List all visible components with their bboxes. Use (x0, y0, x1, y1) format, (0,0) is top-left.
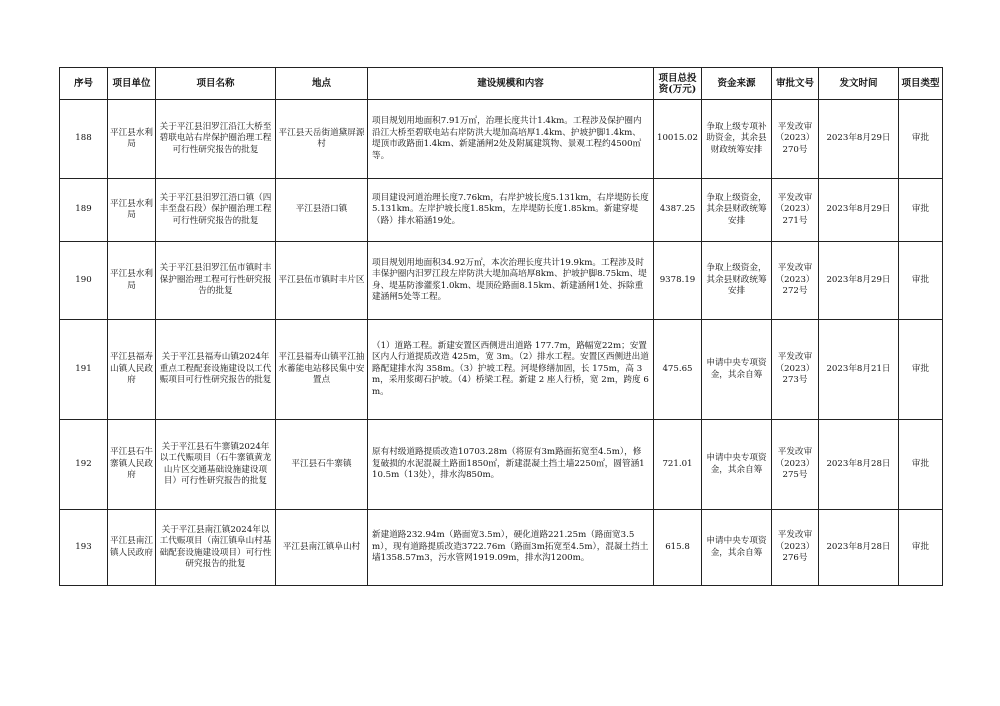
cell-location: 平江县福寿山镇平江抽水蓄能电站移民集中安置点 (276, 320, 368, 420)
cell-no: 191 (60, 320, 108, 420)
cell-no: 190 (60, 242, 108, 320)
cell-no: 193 (60, 510, 108, 586)
cell-location: 平江县南江镇阜山村 (276, 510, 368, 586)
cell-approval: 平发改审（2023）271号 (772, 179, 819, 242)
cell-scope: 新建道路232.94m（路面宽3.5m），硬化道路221.25m（路面宽3.5m），现有道路提质改造3722.76m（路面3m拓宽至4.5m），混凝土挡土墙1358.57m3，污水管网1919.09m，排水沟1200m。 (368, 510, 654, 586)
cell-type: 审批 (899, 100, 943, 179)
cell-no: 189 (60, 179, 108, 242)
cell-unit: 平江县水利局 (108, 100, 156, 179)
cell-date: 2023年8月29日 (819, 179, 899, 242)
cell-type: 审批 (899, 420, 943, 510)
header-location: 地点 (276, 68, 368, 100)
cell-date: 2023年8月21日 (819, 320, 899, 420)
header-name: 项目名称 (156, 68, 276, 100)
cell-no: 188 (60, 100, 108, 179)
cell-name: 关于平江县福寿山镇2024年重点工程配套设施建设以工代赈项目可行性研究报告的批复 (156, 320, 276, 420)
cell-name: 关于平江县汨罗江浯口镇（四丰至盘石段）保护圈治理工程可行性研究报告的批复 (156, 179, 276, 242)
cell-type: 审批 (899, 179, 943, 242)
cell-funding: 申请中央专项资金，其余自筹 (702, 510, 772, 586)
cell-investment: 10015.02 (654, 100, 702, 179)
header-row (60, 68, 943, 100)
cell-location: 平江县石牛寨镇 (276, 420, 368, 510)
cell-approval: 平发改审（2023）273号 (772, 320, 819, 420)
cell-no: 192 (60, 420, 108, 510)
header-type: 项目类型 (899, 68, 943, 100)
cell-unit: 平江县福寿山镇人民政府 (108, 320, 156, 420)
cell-name: 关于平江县石牛寨镇2024年以工代赈项目（石牛寨镇黄龙山片区交通基础设施建设项目）可行性研究报告的批复 (156, 420, 276, 510)
table-row (60, 420, 943, 510)
header-investment: 项目总投资(万元) (654, 68, 702, 100)
cell-investment: 475.65 (654, 320, 702, 420)
cell-funding: 申请中央专项资金，其余自筹 (702, 320, 772, 420)
cell-investment: 9378.19 (654, 242, 702, 320)
cell-funding: 争取上级资金，其余县财政统筹安排 (702, 179, 772, 242)
cell-funding: 申请中央专项资金，其余自筹 (702, 420, 772, 510)
cell-type: 审批 (899, 320, 943, 420)
cell-date: 2023年8月28日 (819, 420, 899, 510)
cell-investment: 721.01 (654, 420, 702, 510)
cell-unit: 平江县石牛寨镇人民政府 (108, 420, 156, 510)
cell-scope: 项目规划用地面积7.91万㎡，治理长度共计1.4km。工程涉及保护圈内沿江大桥至碧联电站右岸防洪大堤加高培厚1.4km、护坡护脚1.4km、堤顶市政路面1.4km、新建涵闸2处及附属建筑物、景观工程约4500㎡等。 (368, 100, 654, 179)
cell-unit: 平江县南江镇人民政府 (108, 510, 156, 586)
cell-approval: 平发改审（2023）276号 (772, 510, 819, 586)
cell-investment: 4387.25 (654, 179, 702, 242)
cell-scope: 项目建设河道治理长度7.76km，右岸护坡长度5.131km，右岸堤防长度5.131km。左岸护坡长度1.85km，左岸堤防长度1.85km。新建穿堤（路）排水箱涵19处。 (368, 179, 654, 242)
cell-investment: 615.8 (654, 510, 702, 586)
table-row (60, 179, 943, 242)
cell-type: 审批 (899, 242, 943, 320)
cell-name: 关于平江县南江镇2024年以工代赈项目（南江镇阜山村基础配套设施建设项目）可行性研究报告的批复 (156, 510, 276, 586)
table-row (60, 320, 943, 420)
cell-type: 审批 (899, 510, 943, 586)
cell-location: 平江县伍市镇时丰片区 (276, 242, 368, 320)
cell-scope: 项目规划用地面积34.92万㎡，本次治理长度共计19.9km。工程涉及时丰保护圈内汨罗江段左岸防洪大堤加高培厚8km、护坡护脚8.75km、堤身、堤基防渗灌浆1.0km、堤顶砼路面8.15km、新建涵闸1处、拆除重建涵闸5处等工程。 (368, 242, 654, 320)
table-row (60, 510, 943, 586)
header-date: 发文时间 (819, 68, 899, 100)
cell-name: 关于平江县汨罗江沿江大桥至碧联电站右岸保护圈治理工程可行性研究报告的批复 (156, 100, 276, 179)
cell-approval: 平发改审（2023）270号 (772, 100, 819, 179)
cell-name: 关于平江县汨罗江伍市镇时丰保护圈治理工程可行性研究报告的批复 (156, 242, 276, 320)
cell-unit: 平江县水利局 (108, 242, 156, 320)
cell-date: 2023年8月29日 (819, 100, 899, 179)
cell-date: 2023年8月28日 (819, 510, 899, 586)
cell-location: 平江县天岳街道黛屏源村 (276, 100, 368, 179)
header-unit: 项目单位 (108, 68, 156, 100)
cell-location: 平江县浯口镇 (276, 179, 368, 242)
header-approval: 审批文号 (772, 68, 819, 100)
header-funding: 资金来源 (702, 68, 772, 100)
table-row (60, 100, 943, 179)
cell-date: 2023年8月29日 (819, 242, 899, 320)
cell-approval: 平发改审（2023）275号 (772, 420, 819, 510)
header-scope: 建设规模和内容 (368, 68, 654, 100)
cell-scope: （1）道路工程。新建安置区西侧进出道路 177.7m，路幅宽22m；安置区内人行道提质改造 425m，宽 3m。（2）排水工程。安置区西侧进出道路配建排水沟 358m。（3）护坡工程。河堤修缮加固，长 175m，高 3m，采用浆砌石护坡。（4）桥梁工程。新建 2 座人行桥，宽 2m，跨度 6m。 (368, 320, 654, 420)
header-no: 序号 (60, 68, 108, 100)
cell-scope: 原有村级道路提质改造10703.28m（将原有3m路面拓宽至4.5m），修复破损的水泥混凝土路面1850㎡，新建混凝土挡土墙2250㎡，圆管涵110.5m（13处），排水沟850m。 (368, 420, 654, 510)
cell-funding: 争取上级专项补助资金，其余县财政统筹安排 (702, 100, 772, 179)
cell-funding: 争取上级资金，其余县财政统筹安排 (702, 242, 772, 320)
approval-table (59, 67, 943, 586)
table-row (60, 242, 943, 320)
cell-approval: 平发改审（2023）272号 (772, 242, 819, 320)
cell-unit: 平江县水利局 (108, 179, 156, 242)
